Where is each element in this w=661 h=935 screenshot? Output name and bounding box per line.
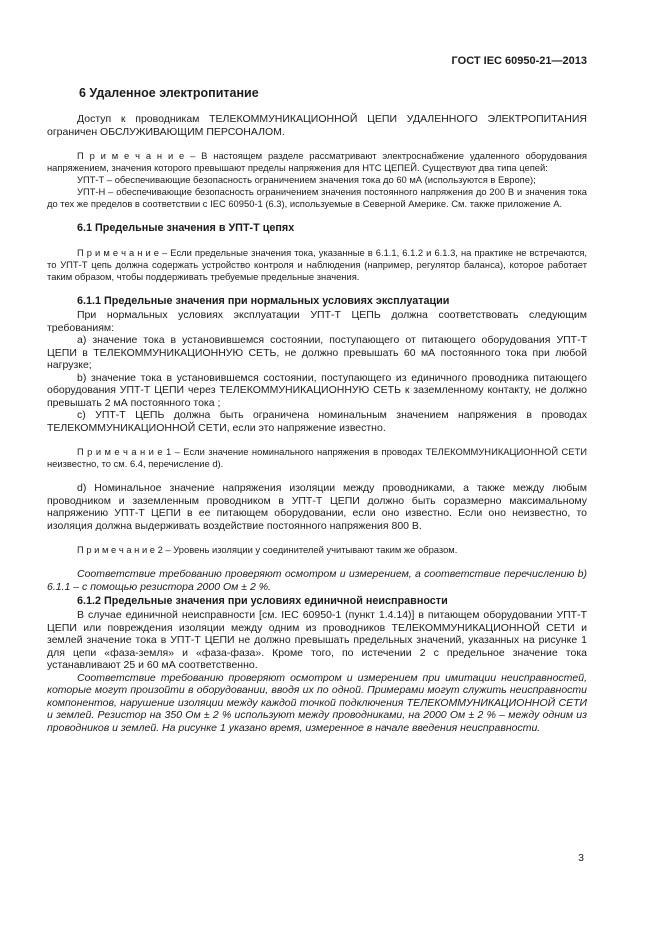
paragraph-6-1-2: В случае единичной неисправности [см. IEC 60950-1 (пункт 1.4.14)] в питающем оборудовании УПТ-Т ЦЕПИ или повреждения изоляции между одним из проводников ТЕЛЕКОММУНИКАЦИОННОЙ СЕТИ и землей значение тока в УПТ-Т ЦЕПИ не должно превышать предельных значений, указанных на рисунке 1 для цепи «фаза-земля» и «фаза-фаза». Кроме того, по истечении 2 с предельное значение тока устанавливают 25 и 60 мА соответственно. — [47, 609, 587, 671]
note-1-paragraph: П р и м е ч а н и е 1 – Если значение номинального напряжения в проводах ТЕЛЕКОММУНИКАЦИОННОЙ СЕТИ неизвестно, то см. 6.4, перечисление d). — [47, 446, 587, 469]
intro-paragraph: Доступ к проводникам ТЕЛЕКОММУНИКАЦИОННОЙ ЦЕПИ УДАЛЕННОГО ЭЛЕКТРОПИТАНИЯ ограничен ОБСЛУЖИВАЮЩИМ ПЕРСОНАЛОМ. — [47, 113, 587, 138]
heading-6-1-2: 6.1.2 Предельные значения при условиях единичной неисправности — [77, 595, 448, 607]
compliance-paragraph-6-1-1: Соответствие требованию проверяют осмотром и измерением, а соответствие перечислению b) 6.1.1 – с помощью резистора 2000 Ом ± 2 %. — [47, 568, 587, 593]
list-item-a: a) значение тока в установившемся состоянии, поступающего от питающего оборудования УПТ-Т ЦЕПИ в ТЕЛЕКОММУНИКАЦИОННУЮ СЕТЬ, не должно превышать 60 мА постоянного тока при любой нагрузке; — [47, 334, 587, 371]
note-paragraph: П р и м е ч а н и е – Если предельные значения тока, указанные в 6.1.1, 6.1.2 и 6.1.3, на практике не встречаются, то УПТ-Т цепь должна содержать устройство контроля и наблюдения (например, регулятор баланса), которое работает таким образом, чтобы поддерживать требуемые предельные значения. — [47, 247, 587, 282]
list-item-d: d) Номинальное значение напряжения изоляции между проводниками, а также между любым проводником и заземленным проводником в УПТ-Т ЦЕПИ должно быть соразмерно максимальному напряжению УПТ-Т ЦЕПИ в ее питающем оборудовании, если оно известно. Если оно неизвестно, то изоляция должна выдерживать воздействие постоянного напряжения 800 В. — [47, 482, 587, 532]
section-6-heading: 6 Удаленное электропитание — [79, 86, 259, 100]
note-paragraph: П р и м е ч а н и е – В настоящем разделе рассматривают электроснабжение удаленного оборудования напряжением, значения которого превышают пределы напряжения для НТС ЦЕПЕЙ. Существуют два типа цепей: — [47, 150, 587, 173]
note-block-6-1 — [47, 247, 587, 283]
compliance-paragraph-6-1-2: Соответствие требованию проверяют осмотром и измерением при имитации неисправностей, которые могут произойти в оборудовании, вводя их по одной. Примерами могут служить неисправности компонентов, нарушение изоляции между каждой точкой подключения ТЕЛЕКОММУНИКАЦИОННОЙ СЕТИ и землей. Резистор на 350 Ом ± 2 % используют между проводниками, на 2000 Ом ± 2 % – между одним из проводников и землей. На рисунке 1 указано время, измеренное в начале введения неисправности. — [47, 671, 587, 734]
page-number: 3 — [578, 852, 584, 864]
note-item-upth: УПТ-Н – обеспечивающие безопасность ограничением значения постоянного напряжения до 200 В и значения тока до тех же пределов в соответствии с IEC 60950-1 (6.3), используемые в Северной Америке. См. также приложение А. — [47, 186, 587, 209]
note-block-2 — [47, 544, 587, 556]
list-item-b: b) значение тока в установившемся состоянии, поступающего из единичного проводника питающего оборудования УПТ-Т ЦЕПИ через ТЕЛЕКОММУНИКАЦИОННУЮ СЕТЬ к заземленному контакту, не должно превышать 2 мА постоянного тока ; — [47, 371, 587, 409]
note-item-uptt: УПТ-Т – обеспечивающие безопасность ограничением значения тока до 60 мА (используются в Европе); — [77, 174, 536, 185]
note-block-section-6 — [47, 150, 587, 210]
note-2-paragraph: П р и м е ч а н и е 2 – Уровень изоляции у соединителей учитывают таким же образом. — [77, 544, 458, 555]
standard-code-header: ГОСТ IEC 60950-21—2013 — [451, 55, 587, 67]
list-item-c: c) УПТ-Т ЦЕПЬ должна быть ограничена номинальным значением напряжения в проводах ТЕЛЕКОММУНИКАЦИОННОЙ СЕТИ, если это напряжение известно. — [47, 409, 587, 434]
heading-6-1-1: 6.1.1 Предельные значения при нормальных условиях эксплуатации — [77, 295, 450, 307]
note-block-1 — [47, 446, 587, 470]
paragraph-6-1-1-intro: При нормальных условиях эксплуатации УПТ-Т ЦЕПЬ должна соответствовать следующим требованиям: — [47, 309, 587, 334]
heading-6-1: 6.1 Предельные значения в УПТ-Т цепях — [77, 222, 295, 234]
